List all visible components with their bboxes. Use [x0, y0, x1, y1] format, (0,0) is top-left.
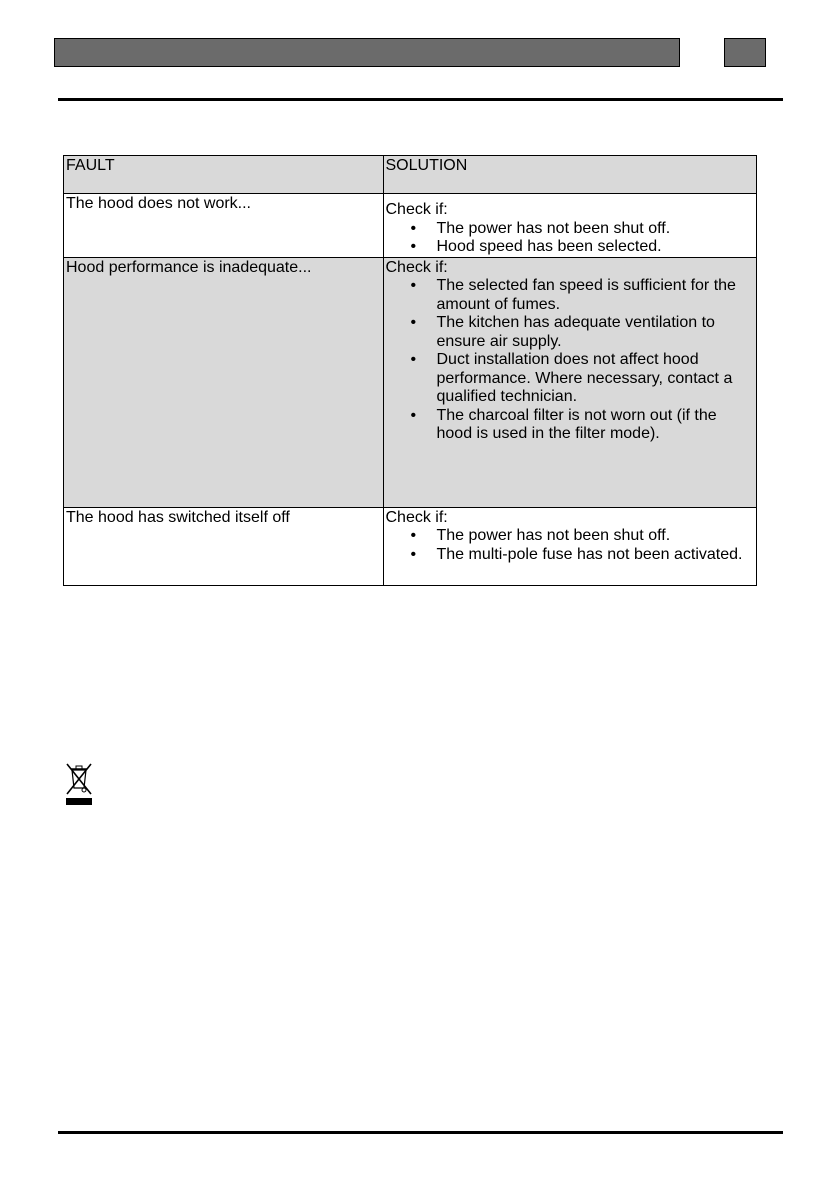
check-if-label: Check if:	[385, 201, 448, 218]
solution-cell	[383, 257, 757, 507]
table-row	[64, 507, 757, 585]
fault-column-header: FAULT	[64, 156, 384, 194]
solution-list	[386, 527, 755, 564]
top-rule	[58, 98, 783, 101]
page-number-box	[724, 38, 766, 67]
bottom-rule	[58, 1131, 783, 1134]
fault-cell: The hood has switched itself off	[64, 507, 384, 585]
fault-cell: The hood does not work...	[64, 194, 384, 258]
solution-cell	[383, 507, 757, 585]
troubleshooting-table	[63, 155, 757, 586]
solution-list	[386, 220, 755, 257]
table-row	[64, 194, 757, 258]
solution-list	[386, 277, 755, 444]
fault-cell: Hood performance is inadequate...	[64, 257, 384, 507]
check-if-label: Check if:	[385, 258, 448, 276]
header-bar	[54, 38, 680, 67]
table-header-row	[64, 156, 757, 194]
check-if-label: Check if:	[385, 508, 448, 526]
solution-cell	[383, 194, 757, 258]
table-row	[64, 257, 757, 507]
solution-item: • The selected fan speed is sufficient for the amount of fumes.	[437, 277, 755, 314]
solution-item: • The kitchen has adequate ventilation to ensure air supply.	[437, 314, 755, 351]
solution-item: • The charcoal filter is not worn out (if the hood is used in the filter mode).	[437, 407, 755, 444]
solution-item: • Hood speed has been selected.	[437, 238, 755, 257]
solution-column-header: SOLUTION	[383, 156, 757, 194]
solution-item: • Duct installation does not affect hood performance. Where necessary, contact a qualified technician.	[437, 351, 755, 407]
crossed-out-wheelie-bin-icon	[64, 762, 94, 806]
solution-item: • The power has not been shut off.	[437, 220, 755, 239]
solution-item: • The power has not been shut off.	[437, 527, 755, 546]
solution-item: • The multi-pole fuse has not been activated.	[437, 546, 755, 565]
